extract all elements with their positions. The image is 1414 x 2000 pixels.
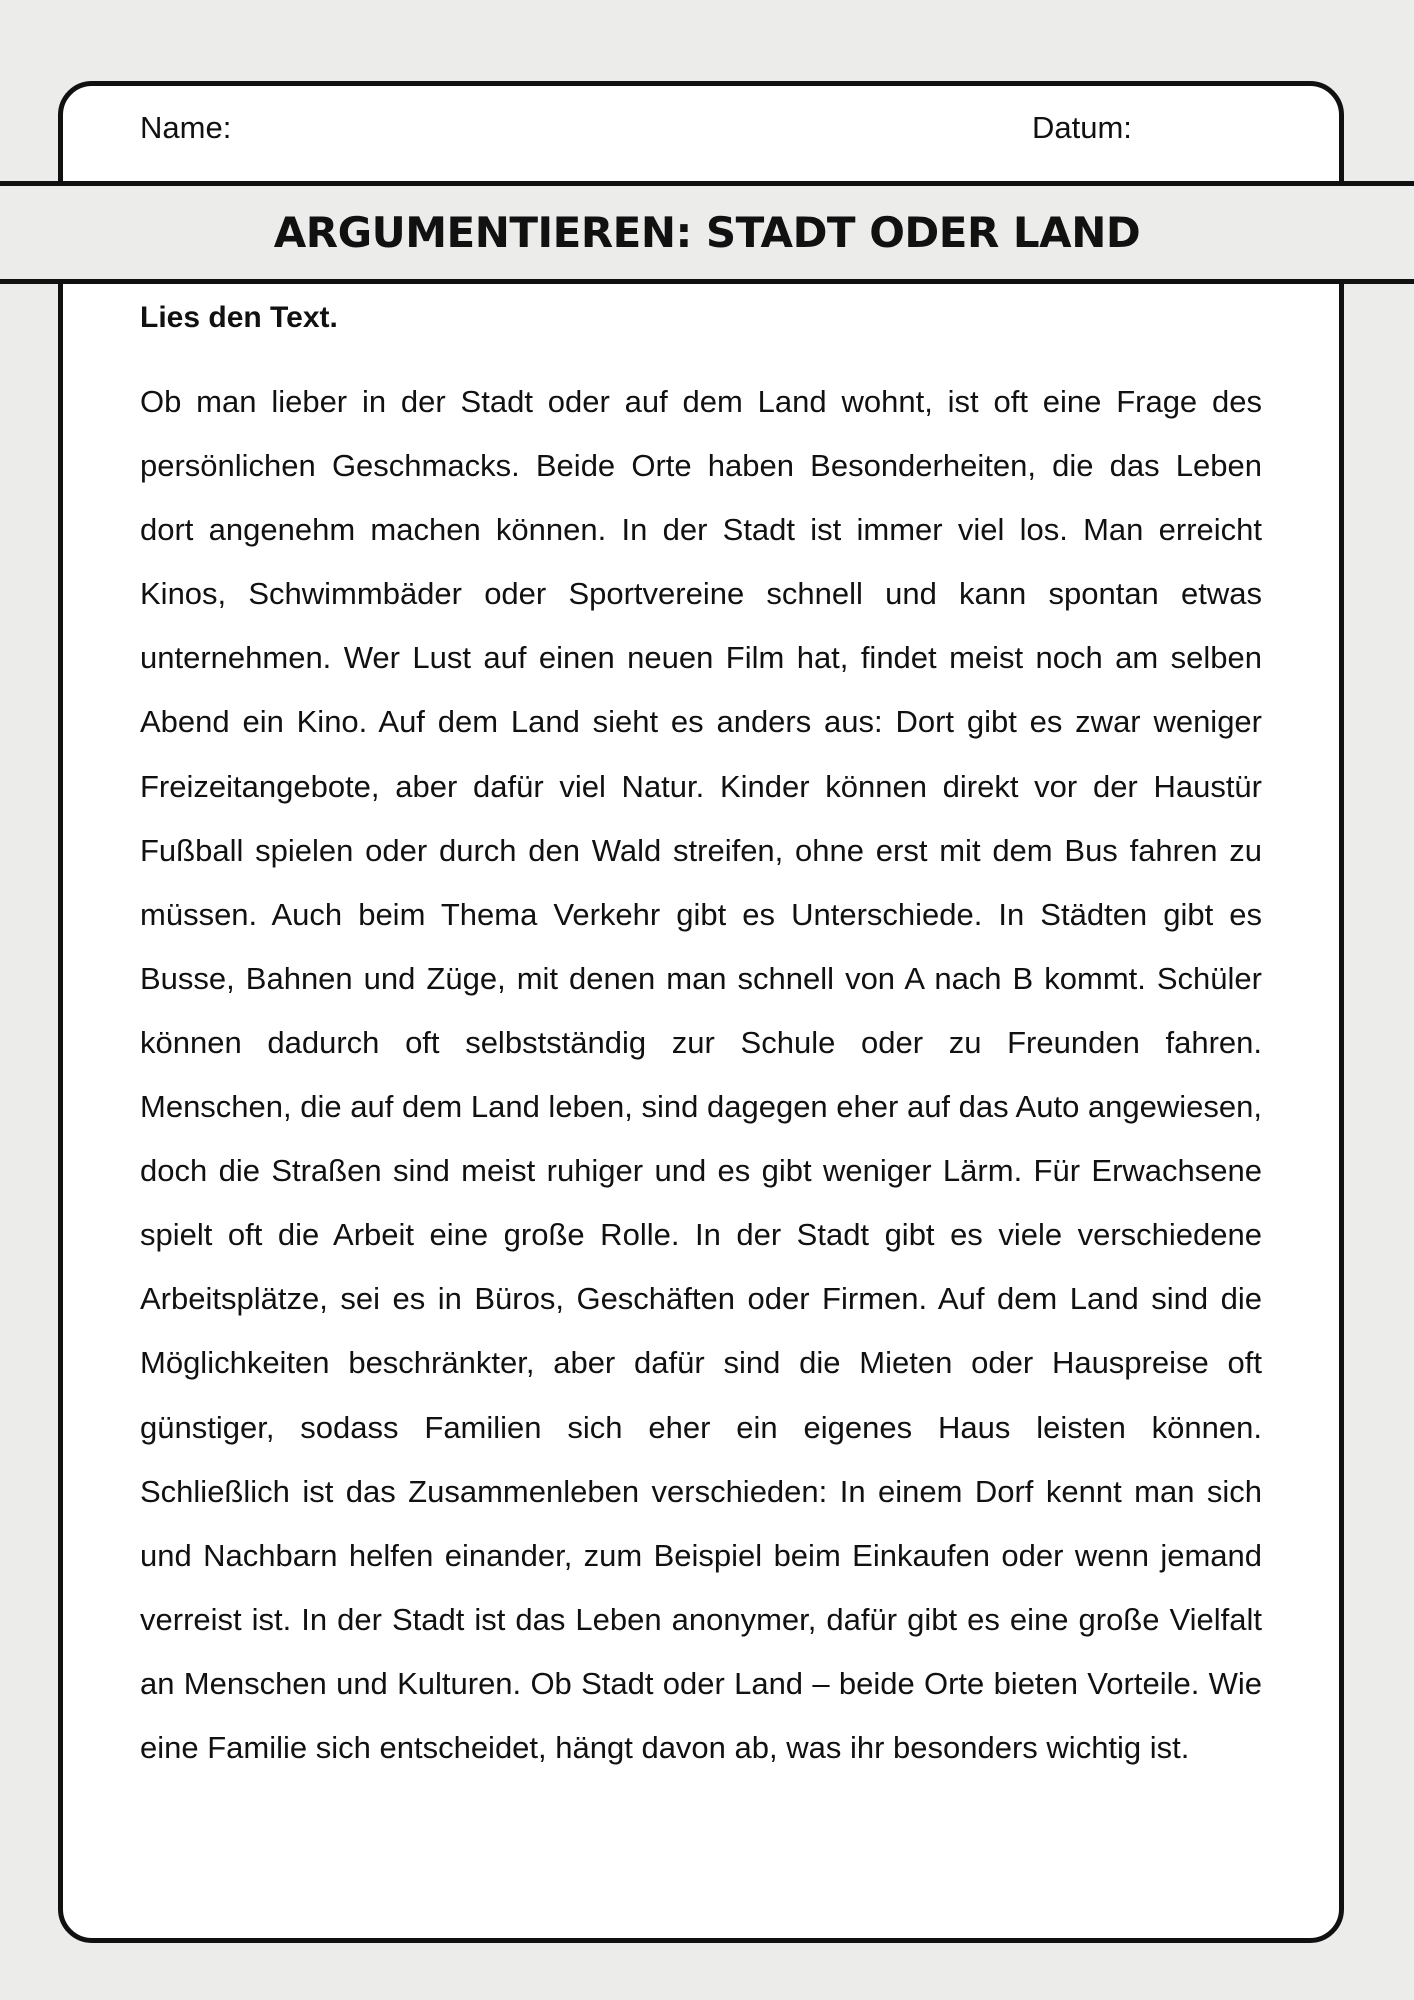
reading-text: Ob man lieber in der Stadt oder auf dem Land wohnt, ist oft eine Frage des persönlichen Geschmacks. Beide Orte haben Besonderheiten, die das Leben dort angenehm machen können. In der Stadt ist immer viel los. Man erreicht Kinos, Schwimmbäder oder Sportvereine schnell und kann spontan etwas unternehmen. Wer Lust auf einen neuen Film hat, findet meist noch am selben Abend ein Kino. Auf dem Land sieht es anders aus: Dort gibt es zwar weniger Freizeitangebote, aber dafür viel Natur. Kinder können direkt vor der Haustür Fußball spielen oder durch den Wald streifen, ohne erst mit dem Bus fahren zu müssen. Auch beim Thema Verkehr gibt es Unterschiede. In Städten gibt es Busse, Bahnen und Züge, mit denen man schnell von A nach B kommt. Schüler können dadurch oft selbstständig zur Schule oder zu Freunden fahren. Menschen, die auf dem Land leben, sind dagegen eher auf das Auto angewiesen, doch die Straßen sind meist ruhiger und es gibt weniger Lärm. Für Erwachsene spielt oft die Arbeit eine große Rolle. In der Stadt gibt es viele verschiedene Arbeitsplätze, sei es in Büros, Geschäften oder Firmen. Auf dem Land sind die Möglichkeiten beschränkter, aber dafür sind die Mieten oder Hauspreise oft günstiger, sodass Familien sich eher ein eigenes Haus leisten können. Schließlich ist das Zusammenleben verschieden: In einem Dorf kennt man sich und Nachbarn helfen einander, zum Beispiel beim Einkaufen oder wenn jemand verreist ist. In der Stadt ist das Leben anonymer, dafür gibt es eine große Vielfalt an Menschen und Kulturen. Ob Stadt oder Land – beide Orte bieten Vorteile. Wie eine Familie sich entscheidet, hängt davon ab, was ihr besonders wichtig ist. xyxy=(140,384,1262,1765)
title-band xyxy=(0,181,1414,284)
name-label: Name: xyxy=(140,110,232,145)
instruction-text: Lies den Text. xyxy=(140,301,338,334)
worksheet-title: ARGUMENTIEREN: STADT ODER LAND xyxy=(273,208,1141,257)
date-label: Datum: xyxy=(1032,110,1132,145)
